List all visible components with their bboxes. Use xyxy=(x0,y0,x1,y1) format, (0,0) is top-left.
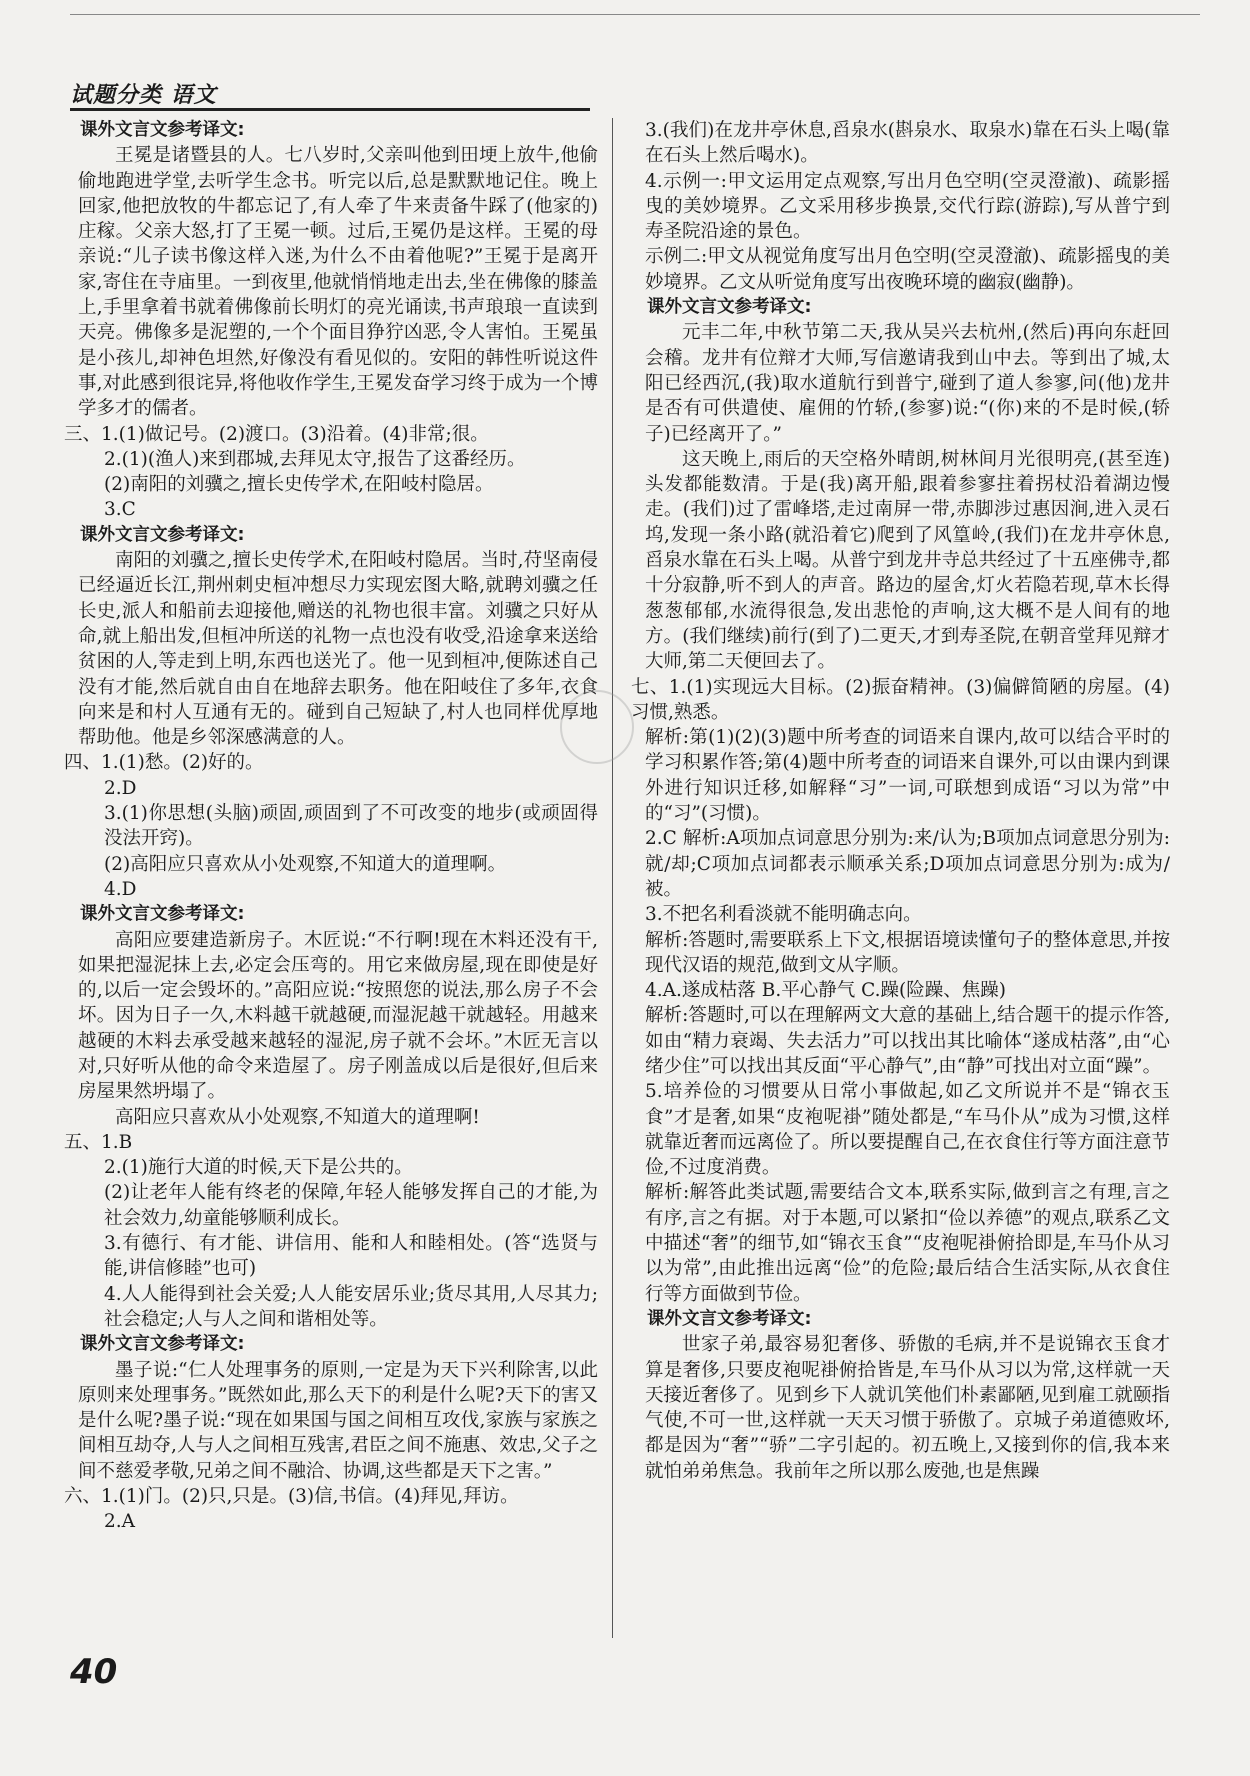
left-paragraph: 三、1.(1)做记号。(2)渡口。(3)沿着。(4)非常;很。 xyxy=(64,423,489,445)
right-paragraph: 2.C 解析:A项加点词意思分别为:来/认为;B项加点词意思分别为:就/却;C项加点词都表示顺承关系;D项加点词意思分别为:成为/被。 xyxy=(645,828,1170,900)
left-paragraph: 课外文言文参考译文: xyxy=(80,524,245,545)
left-paragraph: 2.(1)施行大道的时候,天下是公共的。 xyxy=(104,1157,413,1179)
right-paragraph: 解析:答题时,可以在理解两文大意的基础上,结合题干的提示作答,如由“精力衰竭、失去活力”可以找出其比喻体“遂成枯落”,由“心绪少住”可以找出其反面“平心静气”,由“静”可找出对立面“躁”。 xyxy=(645,1005,1170,1077)
right-paragraph: 示例二:甲文从视觉角度写出月色空明(空灵澄澈)、疏影摇曳的美妙境界。乙文从听觉角度写出夜晚环境的幽寂(幽静)。 xyxy=(645,246,1170,293)
page-header-title: 试题分类 语文 xyxy=(70,83,217,108)
left-paragraph: 高阳应要建造新房子。木匠说:“不行啊!现在木料还没有干,如果把湿泥抹上去,必定会压弯的。用它来做房屋,现在即使是好的,以后一定会毁坏的。”高阳应说:“按照您的说法,那么房子不会坏。因为日子一久,木料越干就越硬,而湿泥越干就越轻。用越来越硬的木料去承受越来越轻的湿泥,房子就不会坏。”木匠无言以对,只好听从他的命令来造屋了。房子刚盖成以后是很好,但后来房屋果然坍塌了。 xyxy=(78,929,598,1103)
left-paragraph: (2)高阳应只喜欢从小处观察,不知道大的道理啊。 xyxy=(104,853,507,875)
right-paragraph: 七、1.(1)实现远大目标。(2)振奋精神。(3)偏僻简陋的房屋。(4)习惯,熟悉。 xyxy=(631,676,1170,723)
left-paragraph: 3.有德行、有才能、讲信用、能和人和睦相处。(答“选贤与能,讲信修睦”也可) xyxy=(104,1233,598,1280)
left-paragraph: 高阳应只喜欢从小处观察,不知道大的道理啊! xyxy=(115,1106,480,1128)
right-paragraph: 解析:答题时,需要联系上下文,根据语境读懂句子的整体意思,并按现代汉语的规范,做到文从字顺。 xyxy=(645,929,1170,976)
left-paragraph: 2.A xyxy=(104,1511,136,1533)
left-paragraph: 4.人人能得到社会关爱;人人能安居乐业;货尽其用,人尽其力;社会稳定;人与人之间和谐相处等。 xyxy=(104,1283,598,1330)
left-paragraph: 2.(1)(渔人)来到郡城,去拜见太守,报告了这番经历。 xyxy=(104,448,526,470)
left-paragraph: 南阳的刘骥之,擅长史传学术,在阳岐村隐居。当时,苻坚南侵已经逼近长江,荆州刺史桓冲想尽力实现宏图大略,就聘刘骥之任长史,派人和船前去迎接他,赠送的礼物也很丰富。刘骥之只好从命,就上船出发,但桓冲所送的礼物一点也没有收受,沿途拿来送给贫困的人,等走到上明,东西也送光了。他一见到桓冲,便陈述自己没有才能,然后就自由自在地辞去职务。他在阳岐住了多年,衣食向来是和村人互通有无的。碰到自己短缺了,村人也同样优厚地帮助他。他是乡邻深感满意的人。 xyxy=(78,550,598,749)
right-paragraph: 4.示例一:甲文运用定点观察,写出月色空明(空灵澄澈)、疏影摇曳的美妙境界。乙文采用移步换景,交代行踪(游踪),写从普宁到寿圣院沿途的景色。 xyxy=(645,170,1170,243)
right-paragraph: 课外文言文参考译文: xyxy=(647,1308,812,1329)
right-paragraph: 3.不把名利看淡就不能明确志向。 xyxy=(645,904,922,926)
left-paragraph: 五、1.B xyxy=(64,1131,133,1153)
top-border-line xyxy=(70,14,1200,15)
left-paragraph: 六、1.(1)门。(2)只,只是。(3)信,书信。(4)拜见,拜访。 xyxy=(64,1486,519,1508)
right-paragraph: 解析:解答此类试题,需要结合文本,联系实际,做到言之有理,言之有序,言之有据。对于本题,可以紧扣“俭以养德”的观点,联系乙文中描述“奢”的细节,如“锦衣玉食”“皮袍呢褂俯拾即是,车马仆从习以为常”,由此推出远离“俭”的危险;最后结合生活实际,从衣食住行等方面做到节俭。 xyxy=(645,1182,1170,1305)
right-paragraph: 4.A.遂成枯落 B.平心静气 C.躁(险躁、焦躁) xyxy=(645,980,1006,1002)
header-rule xyxy=(70,108,590,111)
right-paragraph: 课外文言文参考译文: xyxy=(647,297,812,318)
left-paragraph: 四、1.(1)愁。(2)好的。 xyxy=(64,752,264,774)
left-paragraph: 课外文言文参考译文: xyxy=(80,904,245,925)
column-divider xyxy=(612,118,613,1638)
right-paragraph: 5.培养俭的习惯要从日常小事做起,如乙文所说并不是“锦衣玉食”才是奢,如果“皮袍呢褂”随处都是,“车马仆从”成为习惯,这样就靠近奢而远离俭了。所以要提醒自己,在衣食住行等方面注意节俭,不过度消费。 xyxy=(645,1081,1170,1179)
left-column xyxy=(64,118,598,1535)
watermark-stamp xyxy=(560,690,634,764)
left-paragraph: 课外文言文参考译文: xyxy=(80,1334,245,1355)
right-paragraph: 3.(我们)在龙井亭休息,舀泉水(斟泉水、取泉水)靠在石头上喝(靠在石头上然后喝水)。 xyxy=(645,120,1170,167)
right-paragraph: 这天晚上,雨后的天空格外晴朗,树林间月光很明亮,(甚至连)头发都能数清。于是(我)离开船,跟着参寥拄着拐杖沿着湖边慢走。(我们)过了雷峰塔,走过南屏一带,赤脚涉过惠因涧,进入灵石坞,发现一条小路(就沿着它)爬到了风篁岭,(我们)在龙井亭休息,舀泉水靠在石头上喝。从普宁到龙井寺总共经过了十五座佛寺,都十分寂静,听不到人的声音。路边的屋舍,灯火若隐若现,草木长得葱葱郁郁,水流得很急,发出悲怆的声响,这大概不是人间有的地方。(我们继续)前行(到了)二更天,才到寿圣院,在朝音堂拜见辩才大师,第二天便回去了。 xyxy=(645,448,1170,673)
left-paragraph: 4.D xyxy=(104,878,137,900)
right-column xyxy=(631,118,1170,1484)
right-paragraph: 解析:第(1)(2)(3)题中所考查的词语来自课内,故可以结合平时的学习积累作答;第(4)题中所考查的词语来自课外,可以由课内到课外进行知识迁移,如解释“习”一词,可联想到成语“习以为常”中的“习”(习惯)。 xyxy=(645,727,1170,825)
right-paragraph: 世家子弟,最容易犯奢侈、骄傲的毛病,并不是说锦衣玉食才算是奢侈,只要皮袍呢褂俯拾皆是,车马仆从习以为常,这样就一天天接近奢侈了。见到乡下人就讥笑他们朴素鄙陋,见到雇工就颐指气使,不可一世,这样就一天天习惯于骄傲了。京城子弟道德败坏,都是因为“奢”“骄”二字引起的。初五晚上,又接到你的信,我本来就怕弟弟焦急。我前年之所以那么废弛,也是焦躁 xyxy=(645,1334,1170,1482)
right-paragraph: 元丰二年,中秋节第二天,我从吴兴去杭州,(然后)再向东赶回会稽。龙井有位辩才大师,写信邀请我到山中去。等到出了城,太阳已经西沉,(我)取水道航行到普宁,碰到了道人参寥,问(他)龙井是否有可供遣使、雇佣的竹轿,(参寥)说:“(你)来的不是时候,(轿子)已经离开了。” xyxy=(645,322,1170,445)
page-number: 40 xyxy=(70,1652,118,1692)
left-paragraph: 3.C xyxy=(104,499,136,521)
left-paragraph: 课外文言文参考译文: xyxy=(80,120,245,140)
left-paragraph: 3.(1)你思想(头脑)顽固,顽固到了不可改变的地步(或顽固得没法开窍)。 xyxy=(104,803,598,850)
left-paragraph: 2.D xyxy=(104,777,137,799)
left-paragraph: 墨子说:“仁人处理事务的原则,一定是为天下兴利除害,以此原则来处理事务。”既然如此,那么天下的利是什么呢?天下的害又是什么呢?墨子说:“现在如果国与国之间相互攻伐,家族与家族之间相互劫夺,人与人之间相互残害,君臣之间不施惠、效忠,父子之间不慈爱孝敬,兄弟之间不融洽、协调,这些都是天下之害。” xyxy=(78,1359,598,1482)
left-paragraph: (2)南阳的刘骥之,擅长史传学术,在阳岐村隐居。 xyxy=(104,474,494,496)
left-paragraph: 王冕是诸暨县的人。七八岁时,父亲叫他到田埂上放牛,他偷偷地跑进学堂,去听学生念书。听完以后,总是默默地记住。晚上回家,他把放牧的牛都忘记了,有人牵了牛来责备牛踩了(他家的)庄稼。父亲大怒,打了王冕一顿。过后,王冕仍是这样。王冕的母亲说:“儿子读书像这样入迷,为什么不由着他呢?”王冕于是离开家,寄住在寺庙里。一到夜里,他就悄悄地走出去,坐在佛像的膝盖上,手里拿着书就着佛像前长明灯的亮光诵读,书声琅琅一直读到天亮。佛像多是泥塑的,一个个面目狰狞凶恶,令人害怕。王冕虽是小孩儿,却神色坦然,好像没有看见似的。安阳的韩性听说这件事,对此感到很诧异,将他收作学生,王冕发奋学习终于成为一个博学多才的儒者。 xyxy=(78,145,598,420)
left-paragraph: (2)让老年人能有终老的保障,年轻人能够发挥自己的才能,为社会效力,幼童能够顺利成长。 xyxy=(104,1182,598,1229)
